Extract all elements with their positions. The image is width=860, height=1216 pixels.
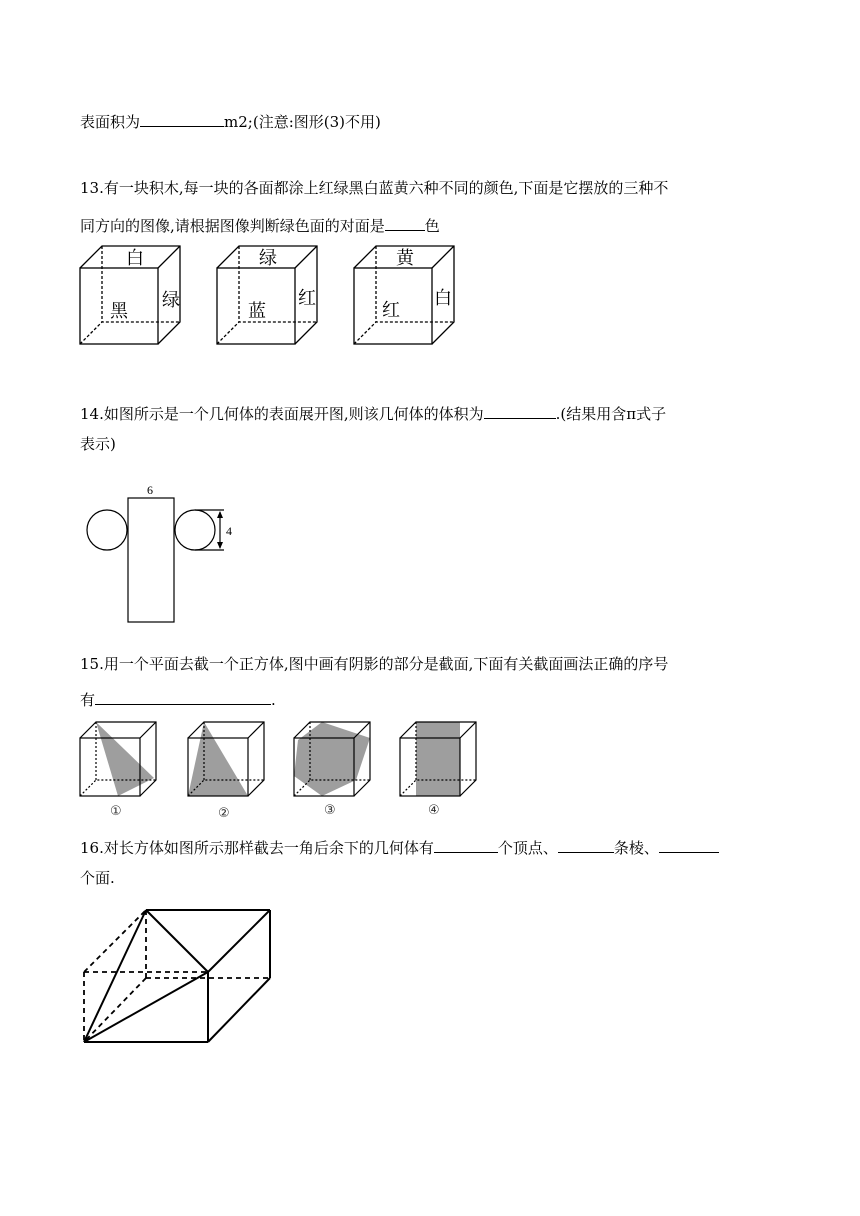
q13-question-line1: 13.有一块积木,每一块的各面都涂上红绿黑白蓝黄六种不同的颜色,下面是它摆放的三种不 bbox=[80, 179, 669, 197]
q15-blank[interactable] bbox=[95, 688, 271, 705]
q13-cube-3-top-label: 黄 bbox=[396, 248, 414, 269]
q14-height-label: 4 bbox=[226, 524, 232, 538]
q14-question-line2: 表示) bbox=[80, 435, 116, 453]
q13-cube-2-right-label: 红 bbox=[298, 288, 316, 309]
q13-cubes-figure bbox=[78, 244, 478, 348]
q14-rectangle bbox=[128, 498, 174, 622]
q14-width-label: 6 bbox=[147, 483, 153, 497]
q16-blank-faces[interactable] bbox=[659, 836, 719, 853]
q13-cube-1-top-label: 白 bbox=[126, 248, 144, 269]
q12-answer-line bbox=[80, 110, 381, 132]
q14-net-figure bbox=[84, 476, 254, 628]
q15-cube-2 bbox=[188, 722, 264, 796]
q15-cube-3 bbox=[294, 722, 370, 796]
q16-blank-edges[interactable] bbox=[558, 836, 614, 853]
q15-label-2: ② bbox=[218, 806, 230, 821]
q13-blank[interactable] bbox=[385, 214, 425, 231]
q15-label-4: ④ bbox=[428, 803, 440, 818]
q16-cuboid-figure bbox=[78, 904, 278, 1050]
q15-question-line1: 15.用一个平面去截一个正方体,图中画有阴影的部分是截面,下面有关截面画法正确的序号 bbox=[80, 655, 669, 673]
q13-text: 同方向的图像,请根据图像判断绿色面的对面是 bbox=[80, 217, 385, 235]
q15-label-3: ③ bbox=[324, 803, 336, 818]
q13-cube-3-front-label: 红 bbox=[382, 300, 400, 321]
q13-question-line2 bbox=[80, 214, 440, 236]
q15-label-1: ① bbox=[110, 804, 122, 819]
q13-cube-3-right-label: 白 bbox=[434, 288, 452, 309]
q12-text: 表面积为 bbox=[80, 113, 141, 131]
q16-question-line1 bbox=[80, 836, 719, 858]
q13-cube-2-top-label: 绿 bbox=[259, 248, 277, 269]
q14-right-circle bbox=[175, 510, 215, 550]
q16-question-line2: 个面. bbox=[80, 869, 115, 887]
q15-cube-1 bbox=[80, 722, 156, 796]
q14-question-line1 bbox=[80, 402, 666, 424]
q16-blank-vertices[interactable] bbox=[434, 836, 498, 853]
q14-text-after: .(结果用含π式子 bbox=[555, 405, 667, 423]
q13-cube-1-right-label: 绿 bbox=[162, 290, 180, 311]
q15-text-after: . bbox=[271, 691, 276, 709]
q12-blank[interactable] bbox=[140, 110, 224, 127]
q13-text-after: 色 bbox=[424, 217, 440, 235]
q14-left-circle bbox=[87, 510, 127, 550]
q13-cube-2-front-label: 蓝 bbox=[248, 301, 266, 322]
q15-cube-4 bbox=[400, 722, 476, 796]
q13-cube-1-front-label: 黑 bbox=[110, 301, 128, 322]
q16-text: 16.对长方体如图所示那样截去一角后余下的几何体有 bbox=[80, 839, 434, 857]
q15-cubes-figure bbox=[78, 720, 478, 820]
q16-text-edges: 条棱、 bbox=[613, 839, 659, 857]
q16-text-vertices: 个顶点、 bbox=[497, 839, 558, 857]
q15-text: 有 bbox=[80, 691, 96, 709]
q15-question-line2 bbox=[80, 688, 276, 710]
q12-text-after: m2;(注意:图形(3)不用) bbox=[224, 113, 381, 131]
q14-text: 14.如图所示是一个几何体的表面展开图,则该几何体的体积为 bbox=[80, 405, 484, 423]
q14-blank[interactable] bbox=[484, 402, 556, 419]
